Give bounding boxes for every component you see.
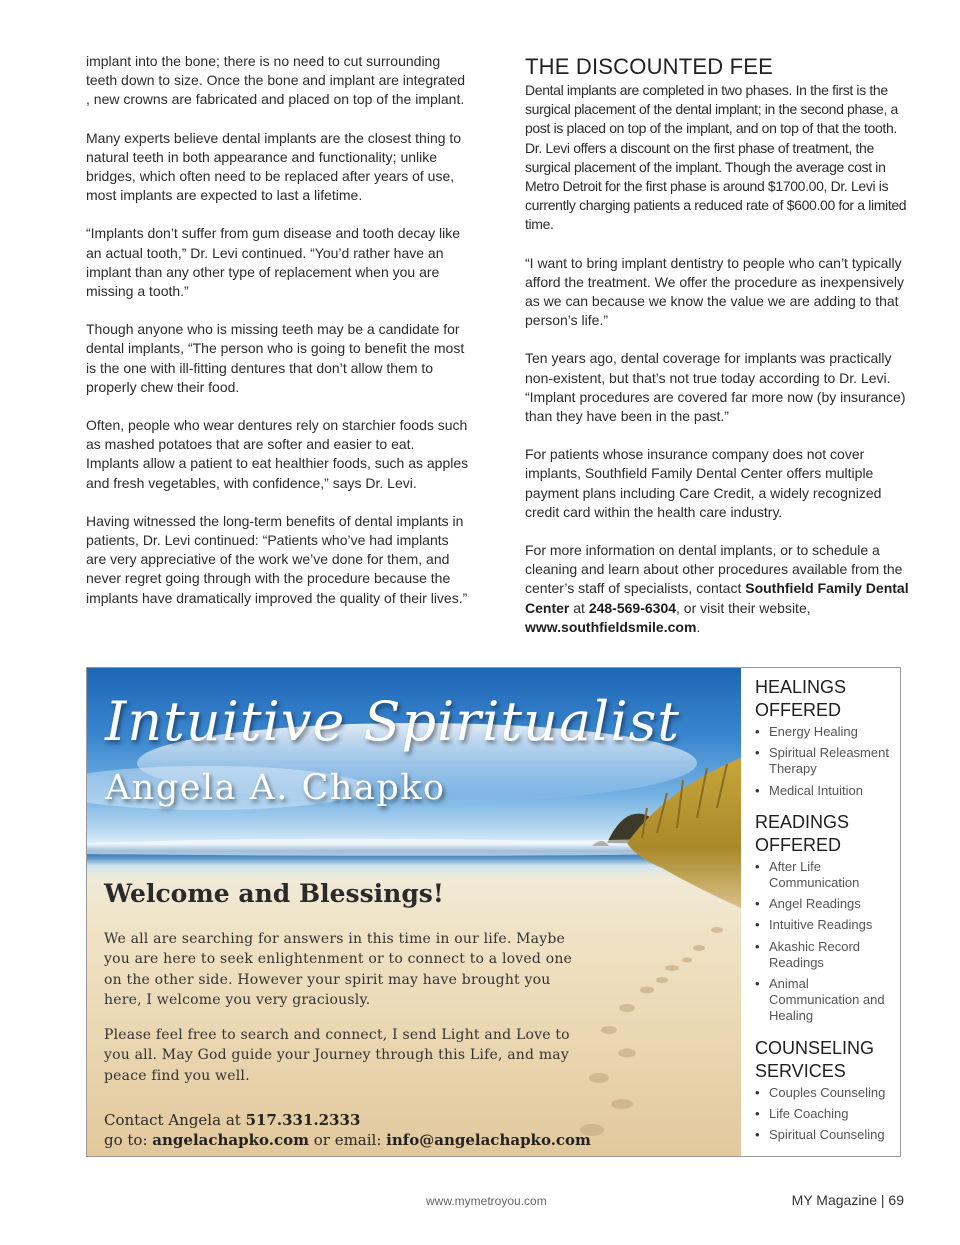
ad-person-name: Angela A. Chapko bbox=[105, 768, 446, 808]
article-paragraph: Though anyone who is missing teeth may be a candidate for dental implants, “The person who is going to benefit the most is the one with ill-fitting dentures that don’t allow them to properly chew their food. bbox=[86, 321, 465, 395]
contact-text: For more information on dental implants, or to schedule a cleaning and learn about other procedures available from the center’s staff of specialists, contact bbox=[525, 542, 903, 597]
services-list bbox=[755, 1085, 900, 1144]
list-item: • Energy Healing bbox=[755, 724, 900, 740]
page-number: 69 bbox=[888, 1192, 904, 1208]
services-list bbox=[755, 724, 900, 799]
magazine-name: MY Magazine bbox=[791, 1192, 877, 1208]
beach-background-image bbox=[87, 668, 741, 1156]
footer-separator: | bbox=[877, 1192, 889, 1208]
article-paragraph: Ten years ago, dental coverage for implants was practically non-existent, but that’s not true today according to Dr. Levi. “Implant procedures are covered far more now (by insurance) than they have been in the past.” bbox=[525, 350, 906, 425]
contact-text: , or visit their website, bbox=[676, 599, 811, 616]
list-item: • Animal Communication and Healing bbox=[755, 976, 900, 1025]
ad-website-link[interactable]: angelachapko.com bbox=[152, 1131, 309, 1149]
contact-text: at bbox=[569, 599, 589, 616]
ad-phone: 517.331.2333 bbox=[245, 1111, 361, 1129]
website-link[interactable]: www.southfieldsmile.com bbox=[525, 618, 697, 635]
ad-goto-label: go to: bbox=[104, 1131, 153, 1149]
contact-paragraph bbox=[525, 541, 910, 637]
article-paragraph: “I want to bring implant dentistry to people who can’t typically afford the treatment. We offer the procedure as inexpensively as we can because we know the value we are adding to that person’s life.” bbox=[525, 254, 904, 329]
footer-page-info bbox=[792, 1192, 904, 1208]
article-paragraph: Dental implants are completed in two phases. In the first is the surgical placement of the dental implant; in the second phase, a post is placed on top of the implant, and on top of that the tooth. Dr. Levi offers a discount on the first phase of treatment, the surgical placement of the implant. Though the average cost in Metro Detroit for the first phase is around $1700.00, Dr. Levi is currently charging patients a reduced rate of $600.00 for a limited time. bbox=[525, 82, 907, 233]
ad-email-label: or email: bbox=[308, 1131, 387, 1149]
ad-paragraph: We all are searching for answers in this time in our life. Maybe you are here to seek enlightenment or to connect to a loved one on the other side. However your spirit may have brought you here, I welcome you very graciously. bbox=[104, 931, 573, 1008]
list-item: • Akashic Record Readings bbox=[755, 939, 900, 971]
list-item: • Intuitive Readings bbox=[755, 917, 900, 933]
list-item: • Angel Readings bbox=[755, 896, 900, 912]
ad-services-sidebar bbox=[755, 676, 900, 1155]
ad-contact-info bbox=[104, 1110, 591, 1150]
list-item: • Couples Counseling bbox=[755, 1085, 900, 1101]
list-item: • After Life Communication bbox=[755, 859, 900, 891]
services-heading bbox=[755, 811, 900, 857]
section-heading: THE DISCOUNTED FEE bbox=[525, 54, 774, 79]
heading-line: SERVICES bbox=[755, 1060, 846, 1081]
phone-number: 248-569-6304 bbox=[588, 599, 677, 616]
services-heading bbox=[755, 676, 900, 722]
list-item: • Medical Intuition bbox=[755, 783, 900, 799]
list-item: • Spiritual Counseling bbox=[755, 1127, 900, 1143]
heading-line: COUNSELING bbox=[755, 1037, 875, 1058]
contact-text: . bbox=[696, 618, 701, 635]
ad-contact-label: Contact Angela at bbox=[104, 1111, 246, 1129]
ad-script-title: Intuitive Spiritualist bbox=[105, 690, 680, 753]
article-paragraph: Having witnessed the long-term benefits of dental implants in patients, Dr. Levi continued: “Patients who’ve had implants are very appreciative of the work we’ve done for them, and never regret going through with the procedure because the implants have dramatically improved the quality of their lives.” bbox=[86, 512, 468, 606]
article-left-column bbox=[86, 52, 471, 627]
footer-website-link[interactable]: www.mymetroyou.com bbox=[426, 1194, 547, 1208]
article-right-column bbox=[525, 52, 910, 656]
article-paragraph: implant into the bone; there is no need to cut surrounding teeth down to size. Once the bone and implant are integrated , new crowns are fabricated and placed on top of the implant. bbox=[86, 53, 466, 108]
heading-line: READINGS bbox=[755, 811, 850, 832]
heading-line: OFFERED bbox=[755, 700, 842, 720]
services-heading bbox=[755, 1037, 900, 1083]
heading-line: OFFERED bbox=[755, 834, 842, 855]
list-item: • Spiritual Releasment Therapy bbox=[755, 745, 900, 777]
ad-welcome-heading: Welcome and Blessings! bbox=[104, 879, 444, 908]
services-list bbox=[755, 859, 900, 1025]
ad-email-link[interactable]: info@angelachapko.com bbox=[386, 1131, 591, 1149]
article-paragraph: For patients whose insurance company does not cover implants, Southfield Family Dental Center offers multiple payment plans including Care Credit, a widely recognized credit card within the health care industry. bbox=[525, 446, 882, 520]
list-item: • Life Coaching bbox=[755, 1106, 900, 1122]
heading-line: HEALINGS bbox=[755, 677, 847, 697]
article-paragraph: “Implants don’t suffer from gum disease and tooth decay like an actual tooth,” Dr. Levi continued. “You’d rather have an implant than any other type of replacement when you are missing a tooth.” bbox=[86, 225, 461, 300]
ad-contact-line bbox=[104, 1110, 591, 1130]
advertisement bbox=[86, 667, 901, 1157]
article-paragraph: Often, people who wear dentures rely on starchier foods such as mashed potatoes that are softer and easier to eat. Implants allow a patient to eat healthier foods, such as apples and fresh vegetables, with confidence,” says Dr. Levi. bbox=[86, 417, 469, 491]
ad-web-line bbox=[104, 1130, 591, 1150]
article-paragraph: Many experts believe dental implants are the closest thing to natural teeth in both appearance and functionality; unlike bridges, which often need to be replaced after years of use, most implants are expected to last a lifetime. bbox=[86, 129, 462, 204]
business-name: Southfield Family Dental Center bbox=[525, 580, 909, 616]
ad-paragraph: Please feel free to search and connect, I send Light and Love to you all. May God guide your Journey through this Life, and may peace find you well. bbox=[104, 1027, 570, 1084]
